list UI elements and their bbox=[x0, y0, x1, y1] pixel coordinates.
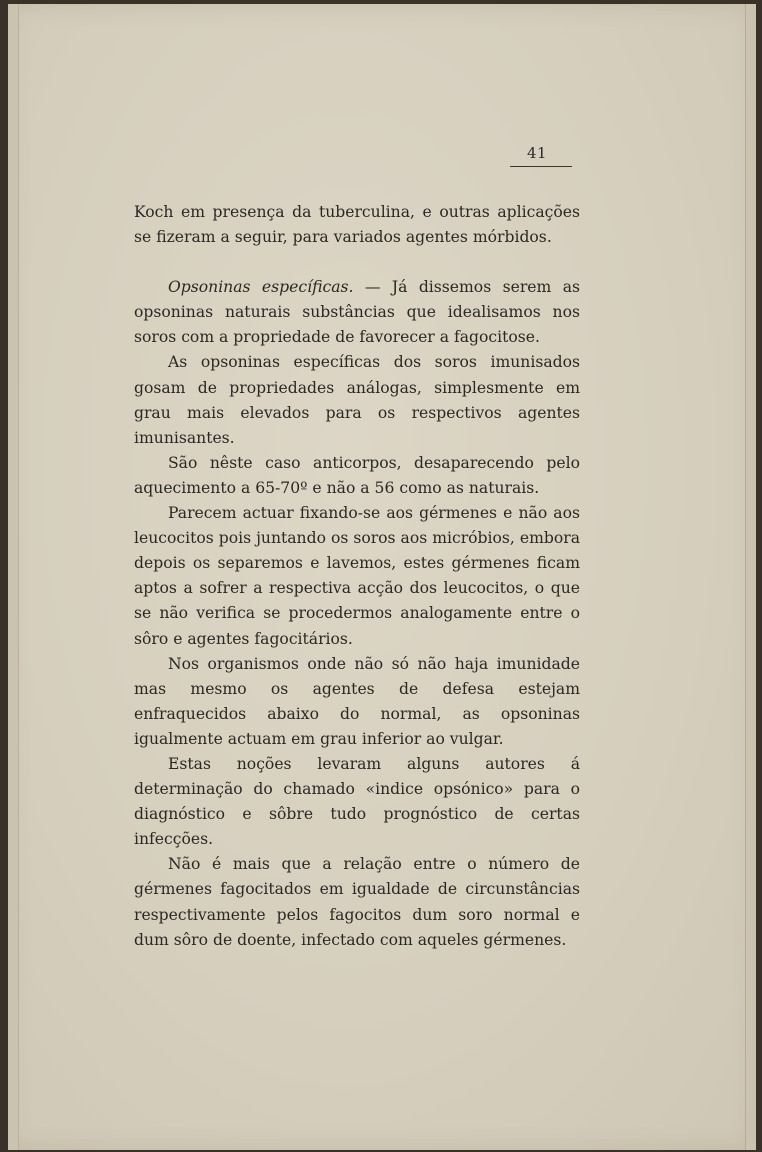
page-right-edge bbox=[745, 4, 756, 1150]
paragraph: Nos organismos onde não só não haja imunidade mas mesmo os agentes de defesa estejam enfraquecidos abaixo do normal, as opsoninas igualmente actuam em grau inferior ao vulgar. bbox=[134, 654, 580, 748]
paragraph: Parecem actuar fixando-se aos gérmenes e não aos leucocitos pois juntando os soros aos micróbios, embora depois os separemos e lavemos, estes gérmenes ficam aptos a sofrer a respectiva acção dos leucocitos, o que se não verifica se procedermos analogamente entre o sôro e agentes fagocitários. bbox=[134, 504, 580, 648]
paragraph: Koch em presença da tuberculina, e outras aplicações se fizeram a seguir, para variados agentes mórbidos. bbox=[134, 203, 580, 247]
paragraph bbox=[134, 275, 580, 350]
paragraph: São nêste caso anticorpos, desaparecendo pelo aquecimento a 65-70º e não a 56 como as naturais. bbox=[134, 453, 580, 497]
page-number-rule bbox=[510, 166, 572, 167]
body-text bbox=[134, 200, 580, 953]
book-page bbox=[8, 4, 756, 1150]
paragraph: Estas noções levaram alguns autores á determinação do chamado «indice opsónico» para o diagnóstico e sôbre tudo prognóstico de certas infecções. bbox=[134, 754, 580, 849]
section-heading: Opsoninas específicas. bbox=[168, 278, 354, 297]
paragraph-text: — Já dissemos serem as opsoninas naturais substâncias que idealisamos nos soros com a propriedade de favorecer a fagocitose. bbox=[134, 278, 580, 347]
paragraph: Não é mais que a relação entre o número de gérmenes fagocitados em igualdade de circunstâncias respectivamente pelos fagocitos dum soro normal e dum sôro de doente, infectado com aqueles gérmenes. bbox=[134, 855, 580, 949]
page-left-edge bbox=[8, 4, 19, 1150]
page-number: 41 bbox=[526, 144, 548, 162]
paragraph: As opsoninas específicas dos soros imunisados gosam de propriedades análogas, simplesmente em grau mais elevados para os respectivos agentes imunisantes. bbox=[134, 353, 580, 447]
